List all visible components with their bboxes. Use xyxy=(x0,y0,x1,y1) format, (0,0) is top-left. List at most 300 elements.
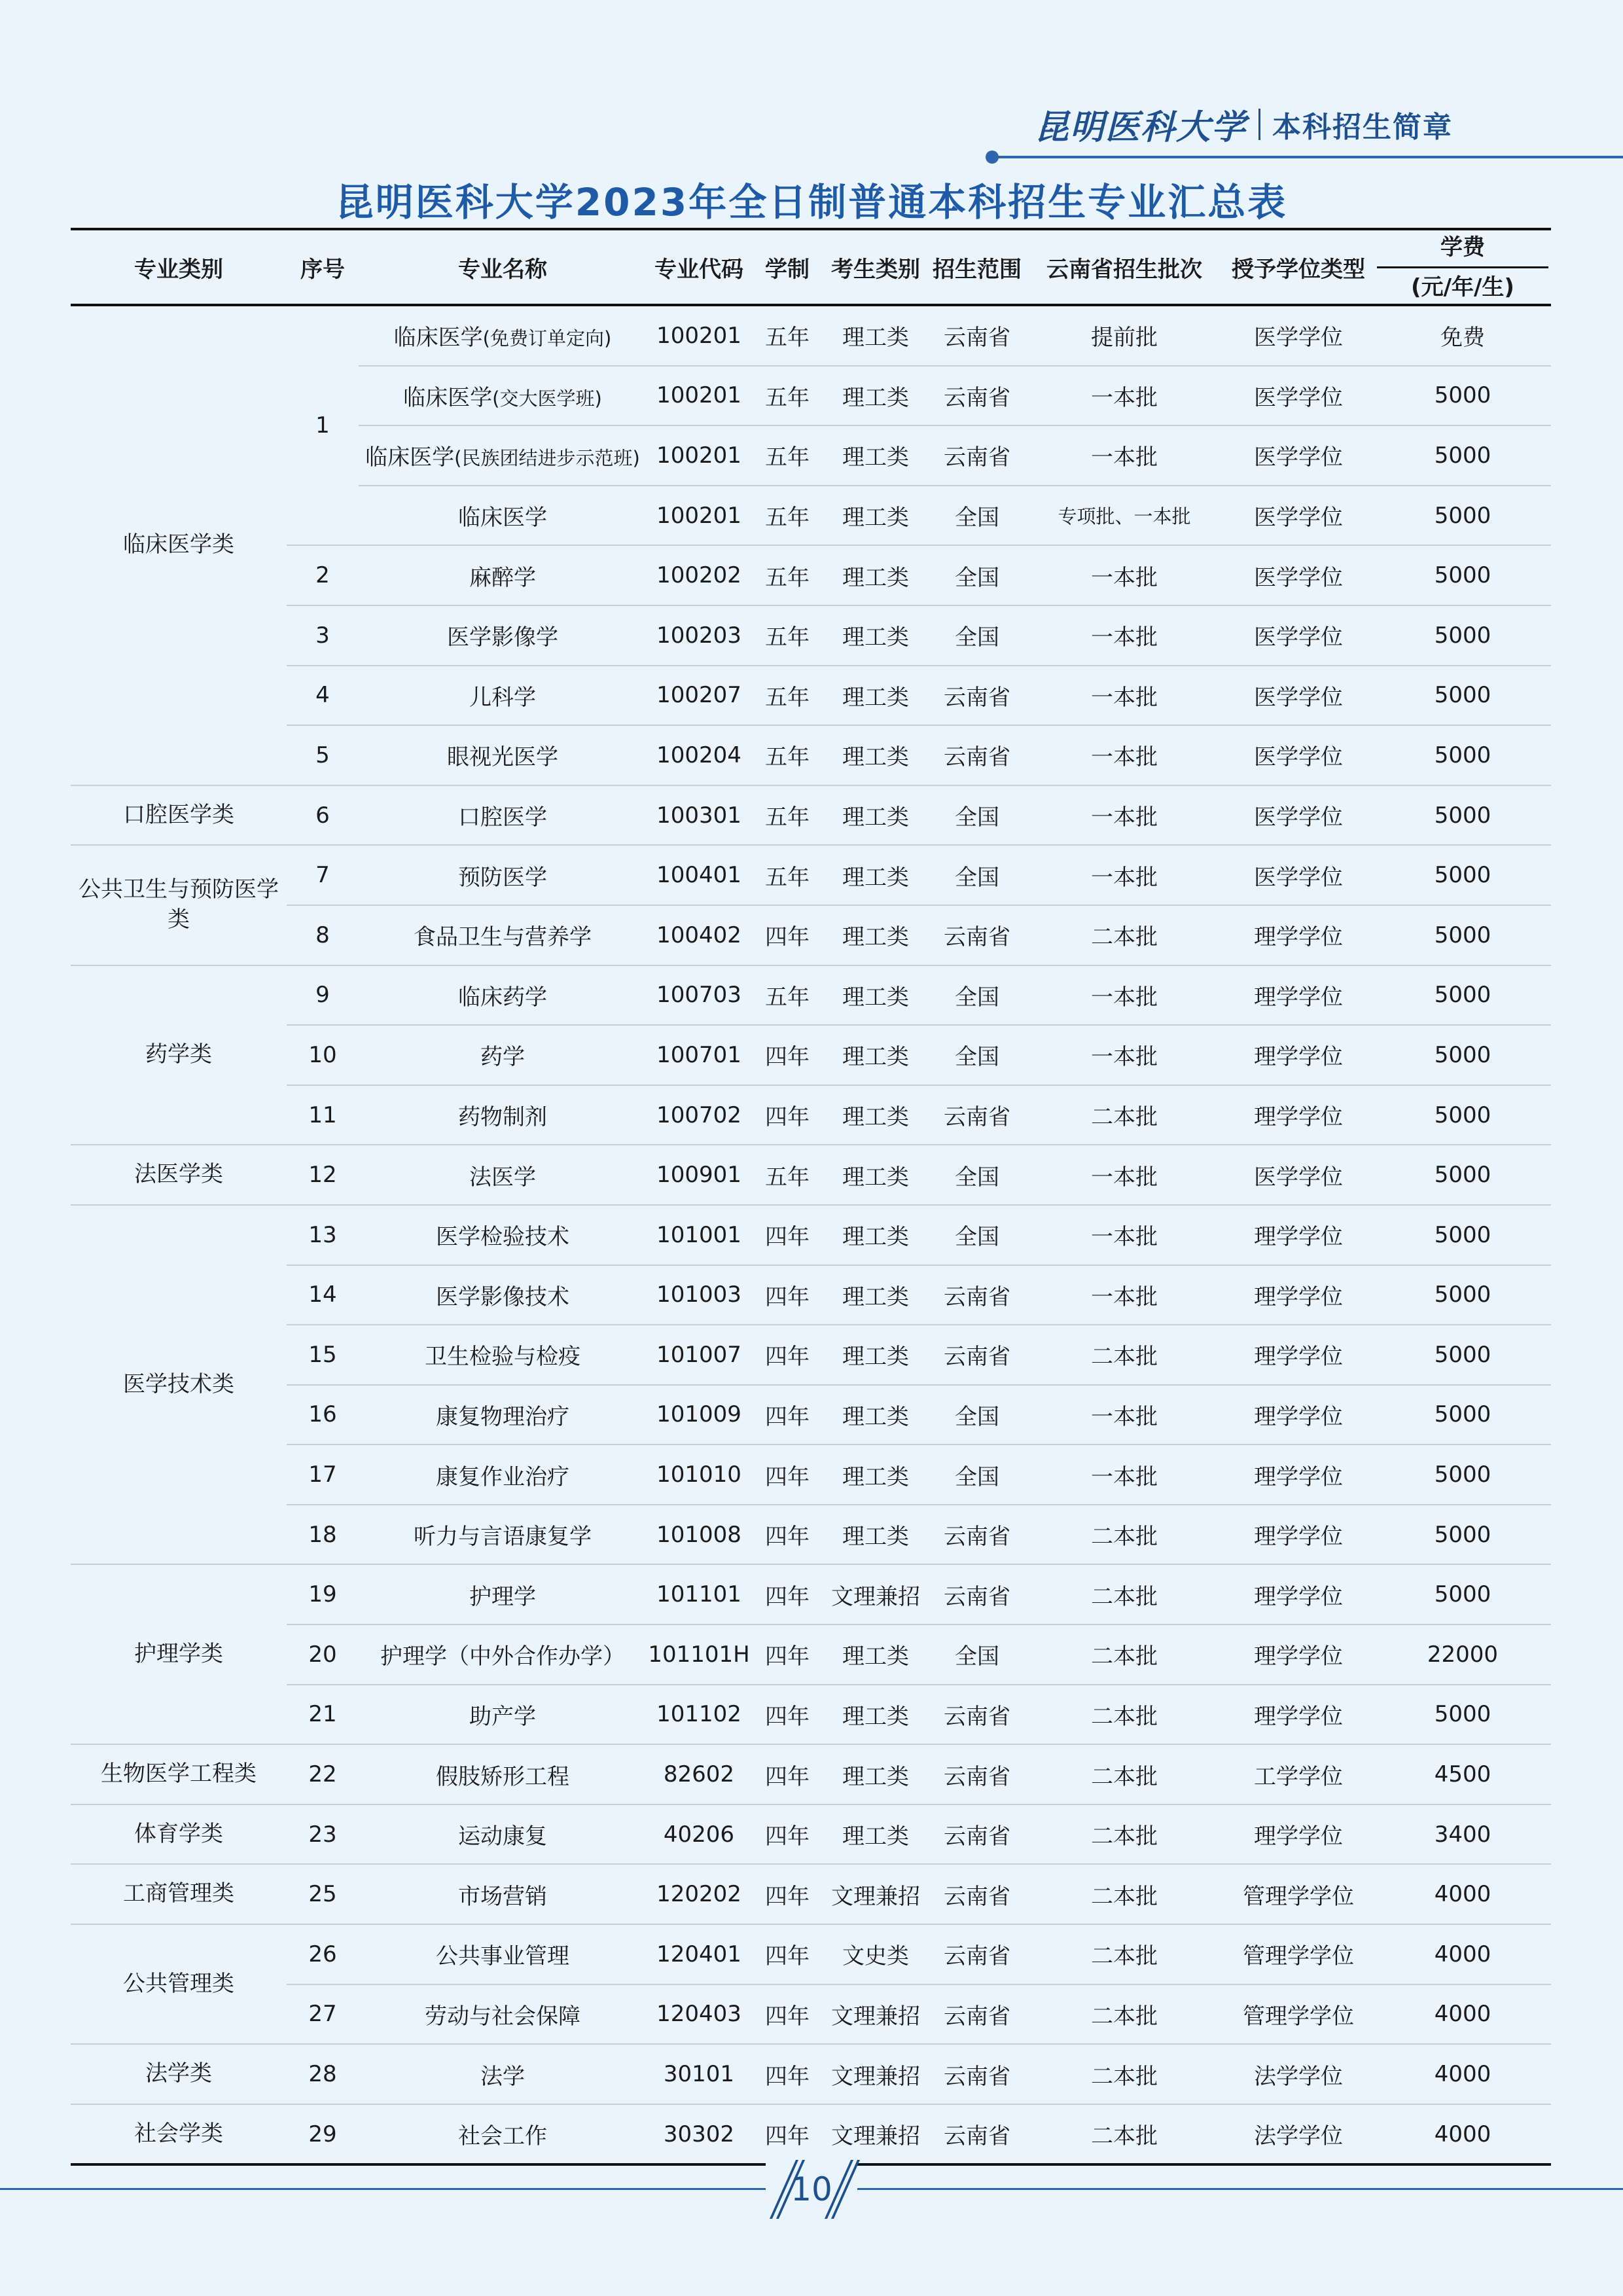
table-row xyxy=(71,666,1551,726)
major-code: 101008 xyxy=(647,1505,751,1565)
table-row xyxy=(71,1804,1551,1865)
degree: 法学学位 xyxy=(1222,2044,1374,2104)
row-number: 16 xyxy=(287,1385,359,1445)
major-name xyxy=(359,1505,647,1565)
duration: 五年 xyxy=(751,785,823,846)
degree: 理学学位 xyxy=(1222,1085,1374,1145)
table-row xyxy=(71,305,1551,366)
degree: 理学学位 xyxy=(1222,965,1374,1026)
degree: 理学学位 xyxy=(1222,1325,1374,1385)
row-number: 29 xyxy=(287,2104,359,2165)
scope: 云南省 xyxy=(928,2104,1026,2165)
major-code: 30302 xyxy=(647,2104,751,2165)
page-number: 10 xyxy=(791,2170,832,2208)
batch: 一本批 xyxy=(1026,666,1222,726)
batch: 二本批 xyxy=(1026,1505,1222,1565)
batch: 一本批 xyxy=(1026,545,1222,605)
scope: 全国 xyxy=(928,1444,1026,1505)
student-type: 文理兼招 xyxy=(823,2104,928,2165)
scope: 全国 xyxy=(928,1145,1026,1205)
category-cell: 公共管理类 xyxy=(71,1924,287,2044)
degree: 医学学位 xyxy=(1222,845,1374,905)
student-type: 理工类 xyxy=(823,1624,928,1685)
student-type: 理工类 xyxy=(823,905,928,965)
fee: 5000 xyxy=(1374,1444,1551,1505)
scope: 云南省 xyxy=(928,1325,1026,1385)
major-code: 101003 xyxy=(647,1265,751,1325)
major-name xyxy=(359,425,647,486)
duration: 四年 xyxy=(751,1685,823,1745)
row-number: 10 xyxy=(287,1025,359,1085)
duration: 四年 xyxy=(751,2104,823,2165)
row-number: 9 xyxy=(287,965,359,1026)
student-type: 理工类 xyxy=(823,305,928,366)
batch: 二本批 xyxy=(1026,2044,1222,2104)
major-name-text: 麻醉学 xyxy=(469,564,536,591)
student-type: 理工类 xyxy=(823,1205,928,1265)
fee: 5000 xyxy=(1374,605,1551,666)
brand-divider xyxy=(1258,109,1260,140)
fee: 5000 xyxy=(1374,1385,1551,1445)
degree: 管理学学位 xyxy=(1222,1984,1374,2045)
student-type: 理工类 xyxy=(823,785,928,846)
row-number: 28 xyxy=(287,2044,359,2104)
degree: 医学学位 xyxy=(1222,666,1374,726)
major-name xyxy=(359,1385,647,1445)
major-code: 120403 xyxy=(647,1984,751,2045)
duration: 四年 xyxy=(751,1505,823,1565)
student-type: 理工类 xyxy=(823,965,928,1026)
scope: 云南省 xyxy=(928,666,1026,726)
col-batch: 云南省招生批次 xyxy=(1026,229,1222,305)
duration: 四年 xyxy=(751,1085,823,1145)
row-number: 25 xyxy=(287,1864,359,1924)
batch: 一本批 xyxy=(1026,1205,1222,1265)
degree: 理学学位 xyxy=(1222,1025,1374,1085)
major-name-text: 助产学 xyxy=(469,1703,536,1730)
major-code: 100202 xyxy=(647,545,751,605)
duration: 四年 xyxy=(751,1385,823,1445)
degree: 医学学位 xyxy=(1222,725,1374,785)
batch: 一本批 xyxy=(1026,366,1222,426)
batch: 提前批 xyxy=(1026,305,1222,366)
duration: 四年 xyxy=(751,1984,823,2045)
major-code: 100201 xyxy=(647,366,751,426)
major-name-text: 法学 xyxy=(480,2063,525,2090)
scope: 全国 xyxy=(928,1385,1026,1445)
degree: 理学学位 xyxy=(1222,1385,1374,1445)
scope: 云南省 xyxy=(928,1685,1026,1745)
duration: 四年 xyxy=(751,1924,823,1984)
row-number: 23 xyxy=(287,1804,359,1865)
table-row xyxy=(71,1025,1551,1085)
degree: 理学学位 xyxy=(1222,1205,1374,1265)
major-name-text: 康复物理治疗 xyxy=(436,1403,569,1430)
duration: 五年 xyxy=(751,666,823,726)
fee: 4000 xyxy=(1374,1924,1551,1984)
major-name xyxy=(359,1025,647,1085)
fee: 5000 xyxy=(1374,725,1551,785)
row-number: 2 xyxy=(287,545,359,605)
table-row xyxy=(71,725,1551,785)
row-number: 20 xyxy=(287,1624,359,1685)
category-cell: 公共卫生与预防医学类 xyxy=(71,845,287,965)
scope: 云南省 xyxy=(928,1744,1026,1804)
degree: 医学学位 xyxy=(1222,785,1374,846)
major-name-text: 医学检验技术 xyxy=(436,1224,569,1251)
major-name-text: 临床医学 xyxy=(393,325,483,351)
category-cell: 体育学类 xyxy=(71,1804,287,1865)
category-cell: 药学类 xyxy=(71,965,287,1145)
batch: 一本批 xyxy=(1026,785,1222,846)
category-cell: 口腔医学类 xyxy=(71,785,287,846)
scope: 云南省 xyxy=(928,905,1026,965)
major-code: 30101 xyxy=(647,2044,751,2104)
major-name xyxy=(359,1444,647,1505)
scope: 全国 xyxy=(928,1205,1026,1265)
major-name xyxy=(359,1864,647,1924)
scope: 云南省 xyxy=(928,1984,1026,2045)
row-number: 27 xyxy=(287,1984,359,2045)
table-body xyxy=(71,305,1551,2164)
fee: 5000 xyxy=(1374,1685,1551,1745)
major-name xyxy=(359,1265,647,1325)
table-row xyxy=(71,1205,1551,1265)
category-cell: 临床医学类 xyxy=(71,305,287,785)
duration: 四年 xyxy=(751,1444,823,1505)
scope: 全国 xyxy=(928,845,1026,905)
category-cell: 生物医学工程类 xyxy=(71,1744,287,1804)
batch: 二本批 xyxy=(1026,1984,1222,2045)
fee: 5000 xyxy=(1374,965,1551,1026)
degree: 理学学位 xyxy=(1222,1804,1374,1865)
table-row xyxy=(71,1744,1551,1804)
fee: 5000 xyxy=(1374,1085,1551,1145)
fee: 5000 xyxy=(1374,545,1551,605)
col-no: 序号 xyxy=(287,229,359,305)
major-code: 101010 xyxy=(647,1444,751,1505)
student-type: 文理兼招 xyxy=(823,1564,928,1624)
degree: 医学学位 xyxy=(1222,1145,1374,1205)
major-name-text: 预防医学 xyxy=(458,864,547,891)
table-row xyxy=(71,1085,1551,1145)
table-row xyxy=(71,1325,1551,1385)
batch: 一本批 xyxy=(1026,1025,1222,1085)
major-code: 100204 xyxy=(647,725,751,785)
degree: 法学学位 xyxy=(1222,2104,1374,2165)
table-row xyxy=(71,785,1551,846)
major-note: (交大医学班) xyxy=(492,387,602,410)
degree: 管理学学位 xyxy=(1222,1924,1374,1984)
major-name-text: 护理学（中外合作办学） xyxy=(380,1643,625,1670)
table-row xyxy=(71,1385,1551,1445)
batch: 一本批 xyxy=(1026,605,1222,666)
duration: 五年 xyxy=(751,425,823,486)
fee: 5000 xyxy=(1374,1205,1551,1265)
scope: 全国 xyxy=(928,785,1026,846)
duration: 五年 xyxy=(751,605,823,666)
category-cell: 护理学类 xyxy=(71,1564,287,1744)
major-name-text: 假肢矫形工程 xyxy=(436,1763,569,1790)
fee: 5000 xyxy=(1374,1025,1551,1085)
major-name xyxy=(359,486,647,546)
major-name xyxy=(359,965,647,1026)
degree: 理学学位 xyxy=(1222,1505,1374,1565)
duration: 四年 xyxy=(751,1025,823,1085)
page-title: 昆明医科大学2023年全日制普通本科招生专业汇总表 xyxy=(335,180,1288,224)
brand-name: 昆明医科大学 xyxy=(1034,107,1247,147)
student-type: 理工类 xyxy=(823,486,928,546)
scope: 云南省 xyxy=(928,366,1026,426)
fee: 5000 xyxy=(1374,1325,1551,1385)
batch: 二本批 xyxy=(1026,1744,1222,1804)
major-code: 120401 xyxy=(647,1924,751,1984)
batch: 专项批、一本批 xyxy=(1026,486,1222,546)
duration: 五年 xyxy=(751,845,823,905)
major-name xyxy=(359,785,647,846)
scope: 云南省 xyxy=(928,425,1026,486)
duration: 四年 xyxy=(751,1265,823,1325)
major-name-text: 康复作业治疗 xyxy=(436,1463,569,1490)
student-type: 理工类 xyxy=(823,425,928,486)
fee: 5000 xyxy=(1374,905,1551,965)
brand-header xyxy=(1035,99,1453,149)
batch: 二本批 xyxy=(1026,2104,1222,2165)
major-code: 100207 xyxy=(647,666,751,726)
major-name-text: 市场营销 xyxy=(458,1883,547,1910)
major-code: 101009 xyxy=(647,1385,751,1445)
major-name xyxy=(359,1984,647,2045)
batch: 二本批 xyxy=(1026,1924,1222,1984)
major-name-text: 临床医学 xyxy=(403,384,493,411)
duration: 四年 xyxy=(751,1564,823,1624)
fee: 5000 xyxy=(1374,366,1551,426)
major-code: 100201 xyxy=(647,486,751,546)
fee: 5000 xyxy=(1374,666,1551,726)
batch: 一本批 xyxy=(1026,425,1222,486)
fee: 5000 xyxy=(1374,1505,1551,1565)
major-name xyxy=(359,1624,647,1685)
degree: 医学学位 xyxy=(1222,305,1374,366)
student-type: 理工类 xyxy=(823,725,928,785)
major-name-text: 卫生检验与检疫 xyxy=(425,1344,580,1371)
scope: 全国 xyxy=(928,965,1026,1026)
scope: 云南省 xyxy=(928,1864,1026,1924)
degree: 医学学位 xyxy=(1222,366,1374,426)
batch: 一本批 xyxy=(1026,1145,1222,1205)
row-number: 11 xyxy=(287,1085,359,1145)
major-code: 82602 xyxy=(647,1744,751,1804)
major-name xyxy=(359,2044,647,2104)
major-name-text: 法医学 xyxy=(469,1164,536,1191)
duration: 五年 xyxy=(751,725,823,785)
col-duration: 学制 xyxy=(751,229,823,305)
major-name xyxy=(359,366,647,426)
scope: 全国 xyxy=(928,605,1026,666)
batch: 一本批 xyxy=(1026,1385,1222,1445)
category-cell: 法学类 xyxy=(71,2044,287,2104)
major-name xyxy=(359,1744,647,1804)
major-code: 120202 xyxy=(647,1864,751,1924)
batch: 二本批 xyxy=(1026,1864,1222,1924)
batch: 二本批 xyxy=(1026,1685,1222,1745)
major-name xyxy=(359,1145,647,1205)
student-type: 理工类 xyxy=(823,1325,928,1385)
degree: 工学学位 xyxy=(1222,1744,1374,1804)
page-number-badge xyxy=(766,2163,857,2215)
degree: 理学学位 xyxy=(1222,1624,1374,1685)
major-name-text: 口腔医学 xyxy=(458,804,547,831)
student-type: 理工类 xyxy=(823,1385,928,1445)
fee: 4500 xyxy=(1374,1744,1551,1804)
row-number: 1 xyxy=(287,305,359,545)
duration: 四年 xyxy=(751,1864,823,1924)
student-type: 文理兼招 xyxy=(823,2044,928,2104)
major-code: 100401 xyxy=(647,845,751,905)
fee: 4000 xyxy=(1374,2104,1551,2165)
major-name-text: 护理学 xyxy=(469,1583,536,1610)
major-note: (免费订单定向) xyxy=(482,327,612,350)
table-header-row xyxy=(71,229,1551,305)
table-row xyxy=(71,1864,1551,1924)
fee: 4000 xyxy=(1374,1984,1551,2045)
category-cell: 医学技术类 xyxy=(71,1205,287,1565)
student-type: 理工类 xyxy=(823,545,928,605)
category-cell: 社会学类 xyxy=(71,2104,287,2165)
major-code: 100901 xyxy=(647,1145,751,1205)
student-type: 文史类 xyxy=(823,1924,928,1984)
major-name-text: 药物制剂 xyxy=(458,1104,547,1131)
student-type: 理工类 xyxy=(823,1444,928,1505)
col-student-type: 考生类别 xyxy=(823,229,928,305)
major-code: 101007 xyxy=(647,1325,751,1385)
student-type: 理工类 xyxy=(823,1685,928,1745)
major-code: 100702 xyxy=(647,1085,751,1145)
fee: 3400 xyxy=(1374,1804,1551,1865)
row-number: 17 xyxy=(287,1444,359,1505)
major-name-text: 临床医学 xyxy=(458,505,547,531)
table-row xyxy=(71,1145,1551,1205)
row-number: 15 xyxy=(287,1325,359,1385)
table-row xyxy=(71,1624,1551,1685)
major-code: 101001 xyxy=(647,1205,751,1265)
scope: 全国 xyxy=(928,1624,1026,1685)
major-name xyxy=(359,2104,647,2165)
row-number: 4 xyxy=(287,666,359,726)
duration: 五年 xyxy=(751,366,823,426)
batch: 一本批 xyxy=(1026,845,1222,905)
row-number: 12 xyxy=(287,1145,359,1205)
major-name-text: 社会工作 xyxy=(458,2123,547,2150)
fee: 免费 xyxy=(1374,305,1551,366)
row-number: 21 xyxy=(287,1685,359,1745)
duration: 五年 xyxy=(751,1145,823,1205)
student-type: 理工类 xyxy=(823,1505,928,1565)
table-row xyxy=(71,1984,1551,2045)
major-name xyxy=(359,845,647,905)
fee: 5000 xyxy=(1374,845,1551,905)
row-number: 8 xyxy=(287,905,359,965)
table-row xyxy=(71,2044,1551,2104)
batch: 二本批 xyxy=(1026,1804,1222,1865)
header-rule xyxy=(991,156,1623,158)
major-name-text: 眼视光医学 xyxy=(447,744,558,771)
major-name-text: 食品卫生与营养学 xyxy=(414,924,592,951)
row-number: 6 xyxy=(287,785,359,846)
major-name-text: 劳动与社会保障 xyxy=(425,2003,580,2030)
major-name xyxy=(359,1085,647,1145)
row-number: 13 xyxy=(287,1205,359,1265)
duration: 四年 xyxy=(751,1325,823,1385)
degree: 医学学位 xyxy=(1222,605,1374,666)
row-number: 14 xyxy=(287,1265,359,1325)
degree: 理学学位 xyxy=(1222,1265,1374,1325)
major-name-text: 药学 xyxy=(480,1044,525,1071)
table-row xyxy=(71,845,1551,905)
fee: 22000 xyxy=(1374,1624,1551,1685)
student-type: 理工类 xyxy=(823,666,928,726)
col-code: 专业代码 xyxy=(647,229,751,305)
duration: 四年 xyxy=(751,1804,823,1865)
major-name-text: 儿科学 xyxy=(469,684,536,711)
student-type: 理工类 xyxy=(823,1265,928,1325)
scope: 云南省 xyxy=(928,1505,1026,1565)
student-type: 理工类 xyxy=(823,1804,928,1865)
scope: 云南省 xyxy=(928,1804,1026,1865)
table-row xyxy=(71,605,1551,666)
category-cell: 法医学类 xyxy=(71,1145,287,1205)
student-type: 理工类 xyxy=(823,1025,928,1085)
major-name xyxy=(359,305,647,366)
major-name xyxy=(359,905,647,965)
table-row xyxy=(71,1505,1551,1565)
row-number: 3 xyxy=(287,605,359,666)
major-name-text: 公共事业管理 xyxy=(436,1943,569,1970)
fee: 4000 xyxy=(1374,2044,1551,2104)
fee: 5000 xyxy=(1374,785,1551,846)
major-name-text: 医学影像技术 xyxy=(436,1283,569,1310)
degree: 管理学学位 xyxy=(1222,1864,1374,1924)
student-type: 理工类 xyxy=(823,366,928,426)
table-row xyxy=(71,1265,1551,1325)
duration: 五年 xyxy=(751,305,823,366)
major-name xyxy=(359,1804,647,1865)
duration: 五年 xyxy=(751,486,823,546)
major-name xyxy=(359,725,647,785)
major-name xyxy=(359,1325,647,1385)
major-name xyxy=(359,545,647,605)
scope: 云南省 xyxy=(928,305,1026,366)
major-name xyxy=(359,1564,647,1624)
brand-subtitle: 本科招生简章 xyxy=(1272,110,1453,144)
batch: 一本批 xyxy=(1026,965,1222,1026)
row-number: 7 xyxy=(287,845,359,905)
degree: 理学学位 xyxy=(1222,905,1374,965)
scope: 云南省 xyxy=(928,1085,1026,1145)
student-type: 理工类 xyxy=(823,845,928,905)
row-number: 22 xyxy=(287,1744,359,1804)
degree: 理学学位 xyxy=(1222,1564,1374,1624)
major-name xyxy=(359,1924,647,1984)
major-code: 100203 xyxy=(647,605,751,666)
fee: 4000 xyxy=(1374,1864,1551,1924)
scope: 全国 xyxy=(928,486,1026,546)
major-code: 100301 xyxy=(647,785,751,846)
table-row xyxy=(71,1444,1551,1505)
major-code: 100703 xyxy=(647,965,751,1026)
major-name-text: 临床药学 xyxy=(458,984,547,1011)
duration: 五年 xyxy=(751,545,823,605)
